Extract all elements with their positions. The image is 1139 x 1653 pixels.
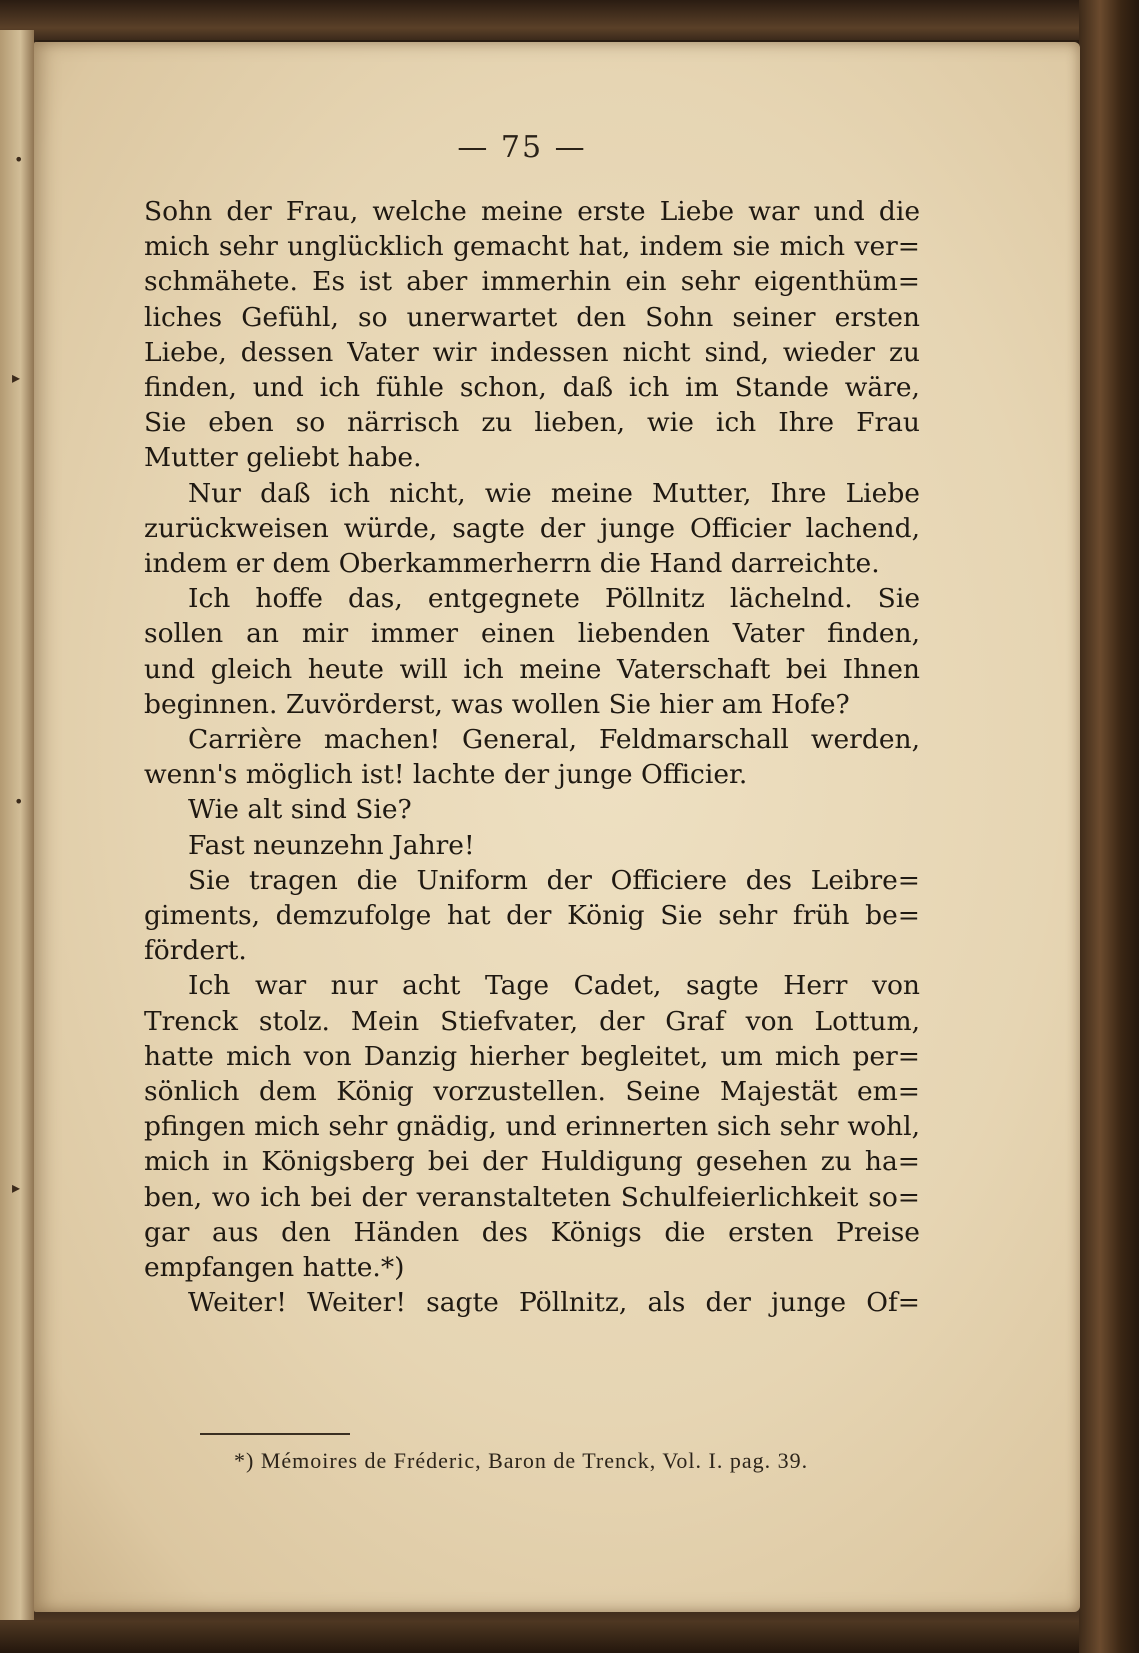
text-line: mich in Königsberg bei der Huldigung gesehen zu ha= (144, 1146, 920, 1178)
text-line: finden, und ich fühle schon, daß ich im Stande wäre, (144, 372, 920, 404)
previous-page-edge (0, 30, 34, 1620)
binding-mark: ▸ (12, 1178, 21, 1197)
text-line: hatte mich von Danzig hierher begleitet, um mich per= (144, 1040, 920, 1072)
text-line: sollen an mir immer einen liebenden Vater finden, (144, 618, 920, 650)
text-line: zurückweisen würde, sagte der junge Officier lachend, (144, 512, 920, 544)
text-line: Weiter! Weiter! sagte Pöllnitz, als der junge Of= (188, 1287, 920, 1319)
text-line: sönlich dem König vorzustellen. Seine Majestät em= (144, 1076, 920, 1108)
text-line: indem er dem Oberkammerherrn die Hand darreichte. (144, 548, 880, 580)
footnote: *) Mémoires de Fréderic, Baron de Trenck, Vol. I. pag. 39. (234, 1448, 809, 1473)
text-line: Wie alt sind Sie? (188, 794, 412, 826)
text-line: pfingen mich sehr gnädig, und erinnerten sich sehr wohl, (144, 1111, 920, 1143)
footnote-separator (200, 1433, 350, 1435)
text-line: Fast neunzehn Jahre! (188, 829, 475, 861)
text-line: liches Gefühl, so unerwartet den Sohn seiner ersten (144, 301, 920, 333)
book-cover-top-edge (0, 0, 1139, 40)
text-line: Carrière machen! General, Feldmarschall werden, (188, 724, 920, 756)
text-line: Sohn der Frau, welche meine erste Liebe war und die (144, 196, 920, 227)
text-line: empfangen hatte.*) (144, 1252, 405, 1284)
text-line: fördert. (144, 935, 247, 967)
text-line: Trenck stolz. Mein Stiefvater, der Graf von Lottum, (144, 1005, 920, 1037)
text-line: Nur daß ich nicht, wie meine Mutter, Ihre Liebe (188, 477, 920, 509)
text-line: und gleich heute will ich meine Vaterschaft bei Ihnen (144, 653, 920, 685)
text-line: wenn's möglich ist! lachte der junge Officier. (144, 759, 748, 791)
text-line: Ich war nur acht Tage Cadet, sagte Herr von (188, 970, 920, 1002)
text-line: schmähete. Es ist aber immerhin ein sehr eigenthüm= (144, 266, 920, 298)
text-line: Liebe, dessen Vater wir indessen nicht sind, wieder zu (144, 336, 920, 368)
text-line: gar aus den Händen des Königs die ersten Preise (144, 1216, 920, 1248)
text-line: Sie eben so närrisch zu lieben, wie ich Ihre Frau (144, 407, 920, 439)
text-line: giments, demzufolge hat der König Sie sehr früh be= (144, 900, 920, 932)
binding-mark: • (14, 792, 24, 811)
book-page (34, 42, 1080, 1612)
binding-mark: ▸ (12, 368, 21, 387)
text-line: ben, wo ich bei der veranstalteten Schulfeierlichkeit so= (144, 1181, 920, 1213)
book-cover-right-edge (1079, 0, 1139, 1653)
text-line: mich sehr unglücklich gemacht hat, indem sie mich ver= (144, 231, 920, 263)
text-line: Sie tragen die Uniform der Officiere des Leibre= (188, 864, 920, 896)
binding-mark: • (14, 150, 24, 169)
text-line: Ich hoffe das, entgegnete Pöllnitz lächelnd. Sie (188, 583, 920, 615)
text-line: beginnen. Zuvörderst, was wollen Sie hier am Hofe? (144, 688, 850, 720)
book-cover-bottom-edge (0, 1608, 1139, 1653)
body-text (144, 194, 920, 1321)
text-line: Mutter geliebt habe. (144, 442, 422, 474)
page-number: — 75 — (457, 130, 587, 165)
